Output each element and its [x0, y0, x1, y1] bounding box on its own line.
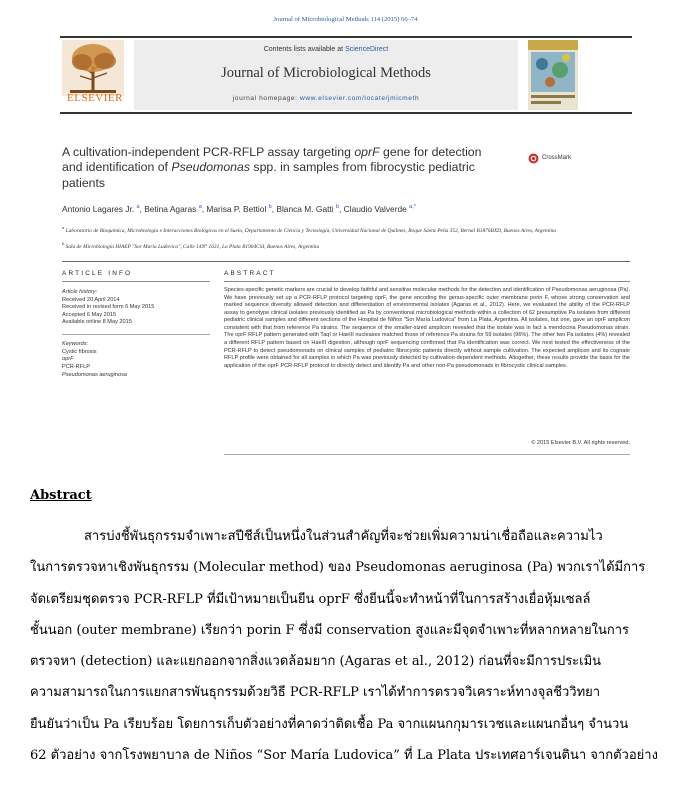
author[interactable]: Antonio Lagares Jr. $^a$ — [62, 204, 140, 214]
abstract-heading: ABSTRACT — [224, 270, 276, 277]
thai-line: สารบ่งชี้พันธุกรรมจำเพาะสปีชีส์เป็นหนึ่งในส่วนสำคัญที่จะช่วยเพิ่มความน่าเชื่อถือและความไว — [84, 529, 603, 544]
journal-title: Journal of Microbiological Methods — [221, 65, 431, 81]
abstract-bottom-rule — [224, 454, 630, 455]
crossmark-icon — [528, 153, 539, 164]
article-title — [62, 145, 492, 191]
history-item: Available online 8 May 2015 — [62, 319, 132, 326]
thai-abstract-heading: Abstract — [30, 488, 92, 503]
author[interactable]: Betina Agaras $^a$ — [144, 204, 202, 214]
abstract-text: Species-specific genetic markers are crucial to develop faithful and sensitive molecular methods for the detection and identification of Pseudomonas aeruginosa (Pa). We have previously set up a PCR-RFLP protocol targeting oprF, the gene encoding the genus-specific outer membrane porin F, whose strong conservation and marked sequence diversity allowed detection and differentiation of environmental isolates (Agaras et al., 2012). Here, we evaluated the ability of the PCR-RFLP assay to genotype clinical isolates previously identified as Pa by conventional microbiological methods within a collection of 62 presumptive Pa isolates from different pediatric clinical samples and different sections of the Hospital de Niños "Sor María Ludovica" from La Plata, Argentina. All isolates, but one, gave an oprF amplicon consistent with that from reference Pa strains. The sequence of the smaller-sized amplicon revealed that the isolate was in fact a mendocina Pseudomonas strain. The oprF RFLP pattern generated with TaqI or HaeIII nucleases matched those of reference Pa strains for 59 isolates (96%). The other two Pa isolates (4%) revealed a different RFLP pattern based on HaeIII digestion, although oprF sequencing confirmed that Pa identification was correct. We next tested the effectiveness of the PCR-RFLP to detect pseudomonads on clinical samples of pediatric fibrocystic patients directly without sample cultivation. The expected amplicon and its cognate RFLP profile were obtained for all samples in which Pa was previously detected by cultivation-dependent methods. Altogether, these results provide the basis for the application of the oprF PCR-RFLP protocol to directly detect and identify Pa and other non-Pa pseudomonads in fibrocystic clinical samples. — [224, 287, 630, 369]
thai-line: 62 ตัวอย่าง จากโรงพยาบาล de Niños “Sor María Ludovica” ที่ La Plata ประเทศอาร์เจนตินา จากตัวอย่าง — [30, 748, 658, 764]
thai-line: ตรวจหา (detection) และแยกออกจากสิ่งแวดล้อมยาก (Agaras et al., 2012) ก่อนที่จะมีการประเมิน — [30, 654, 602, 670]
elsevier-tree-icon — [62, 40, 124, 96]
title-part: spp. in samples from fibrocystic pediatric patients — [62, 160, 475, 190]
title-part: gene for detection and identification of — [62, 145, 482, 175]
thai-line: จัดเตรียมชุดตรวจ PCR-RFLP ที่มีเป้าหมายเป็นยีน oprF ซึ่งยีนนี้จะทำหน้าที่ในการสร้างเยื่อหุ้มเซลล์ — [30, 591, 591, 607]
history-item: Received in revised form 6 May 2015 — [62, 304, 155, 311]
section-divider — [62, 261, 630, 262]
affiliation-text: Laboratorio de Bioquímica, Microbiología e Interacciones Biológicas en el Suelo, Departamento de Ciencia y Tecnología, Universidad Nacional de Quilmes, Roque Sáenz Peña 352, Bernal B1876BXD, Buenos Aires, Argentina — [65, 227, 556, 234]
keywords-heading: Keywords: — [62, 341, 89, 347]
journal-banner — [134, 40, 518, 110]
article-info-heading: ARTICLE INFO — [62, 270, 133, 277]
author[interactable]: Claudio Valverde $^{a,*}$ — [343, 204, 416, 214]
affiliation-text: Sala de Microbiología HIAEP "Sor María Ludovica", Calle 14N° 1631, La Plata B1904CSI, Buenos Aires, Argentina — [65, 243, 320, 250]
contents-line — [134, 46, 518, 53]
keyword: PCR-RFLP — [62, 364, 90, 371]
crossmark-badge[interactable] — [528, 152, 588, 166]
contents-prefix: Contents lists available at — [263, 46, 346, 53]
history-item: Accepted 6 May 2015 — [62, 311, 117, 318]
keyword: Cystic fibrosis — [62, 348, 97, 355]
crossmark-label: CrossMark — [542, 155, 572, 161]
masthead-top-rule — [60, 36, 632, 38]
author-list: Antonio Lagares Jr. $^a$, Betina Agaras $^a$, Marisa P. Bettiol $^b$, Blanca M. Gatti $^b$, Claudio Valverde $^{a,*}$ — [62, 204, 416, 214]
history-rule — [62, 334, 210, 335]
title-part: A cultivation-independent PCR-RFLP assay targeting — [62, 145, 355, 159]
author[interactable]: Blanca M. Gatti $^b$ — [276, 204, 339, 214]
keyword: oprF — [62, 356, 74, 363]
masthead-bottom-rule — [60, 112, 632, 114]
homepage-line — [134, 95, 518, 102]
copyright-notice: © 2015 Elsevier B.V. All rights reserved. — [531, 440, 630, 446]
abstract-rule — [224, 281, 630, 282]
homepage-prefix: journal homepage: — [232, 95, 300, 102]
affiliation-mark: b — [62, 241, 65, 246]
thai-line: ยืนยันว่าเป็น Pa เรียบร้อย โดยการเก็บตัวอย่างที่คาดว่าติดเชื้อ Pa จากแผนกกุมารเวชและแผนกอื่นๆ จำนวน — [30, 716, 629, 732]
author[interactable]: Marisa P. Bettiol $^b$ — [206, 204, 272, 214]
keywords — [62, 341, 212, 380]
affiliation-a — [62, 224, 622, 235]
affiliation-mark: a — [62, 225, 65, 230]
thai-line: ในการตรวจหาเชิงพันธุกรรม (Molecular method) ของ Pseudomonas aeruginosa (Pa) พวกเราได้มีการ — [30, 560, 646, 576]
journal-cover-thumbnail[interactable] — [528, 40, 578, 110]
history-item: Received 20 April 2014 — [62, 296, 120, 303]
journal-homepage-link[interactable]: www.elsevier.com/locate/jmicmeth — [300, 95, 420, 102]
journal-masthead — [60, 36, 632, 114]
thai-abstract-body — [30, 521, 664, 771]
affiliation-b — [62, 240, 622, 251]
article-history — [62, 289, 212, 327]
article-info-rule — [62, 281, 210, 282]
keyword: Pseudomonas aeruginosa — [62, 371, 127, 378]
sciencedirect-link[interactable]: ScienceDirect — [345, 46, 389, 53]
title-part-gene: oprF — [354, 145, 380, 159]
elsevier-wordmark: ELSEVIER — [67, 92, 123, 104]
title-part-genus: Pseudomonas — [171, 160, 251, 175]
thai-line: ความสามารถในการแยกสารพันธุกรรมด้วยวิธี PCR-RFLP เราได้ทำการตรวจวิเคราะห์ทางจุลชีววิทยา — [30, 685, 601, 701]
elsevier-logo — [62, 40, 124, 110]
running-head[interactable]: Journal of Microbiological Methods 114 (2015) 66–74 — [273, 16, 418, 23]
history-heading: Article history: — [62, 289, 98, 295]
thai-line: ชั้นนอก (outer membrane) เรียกว่า porin F ซึ่งมี conservation สูงและมีจุดจำเพาะที่หลากหลายในการ — [30, 622, 629, 638]
journal-cover-image — [528, 40, 578, 110]
